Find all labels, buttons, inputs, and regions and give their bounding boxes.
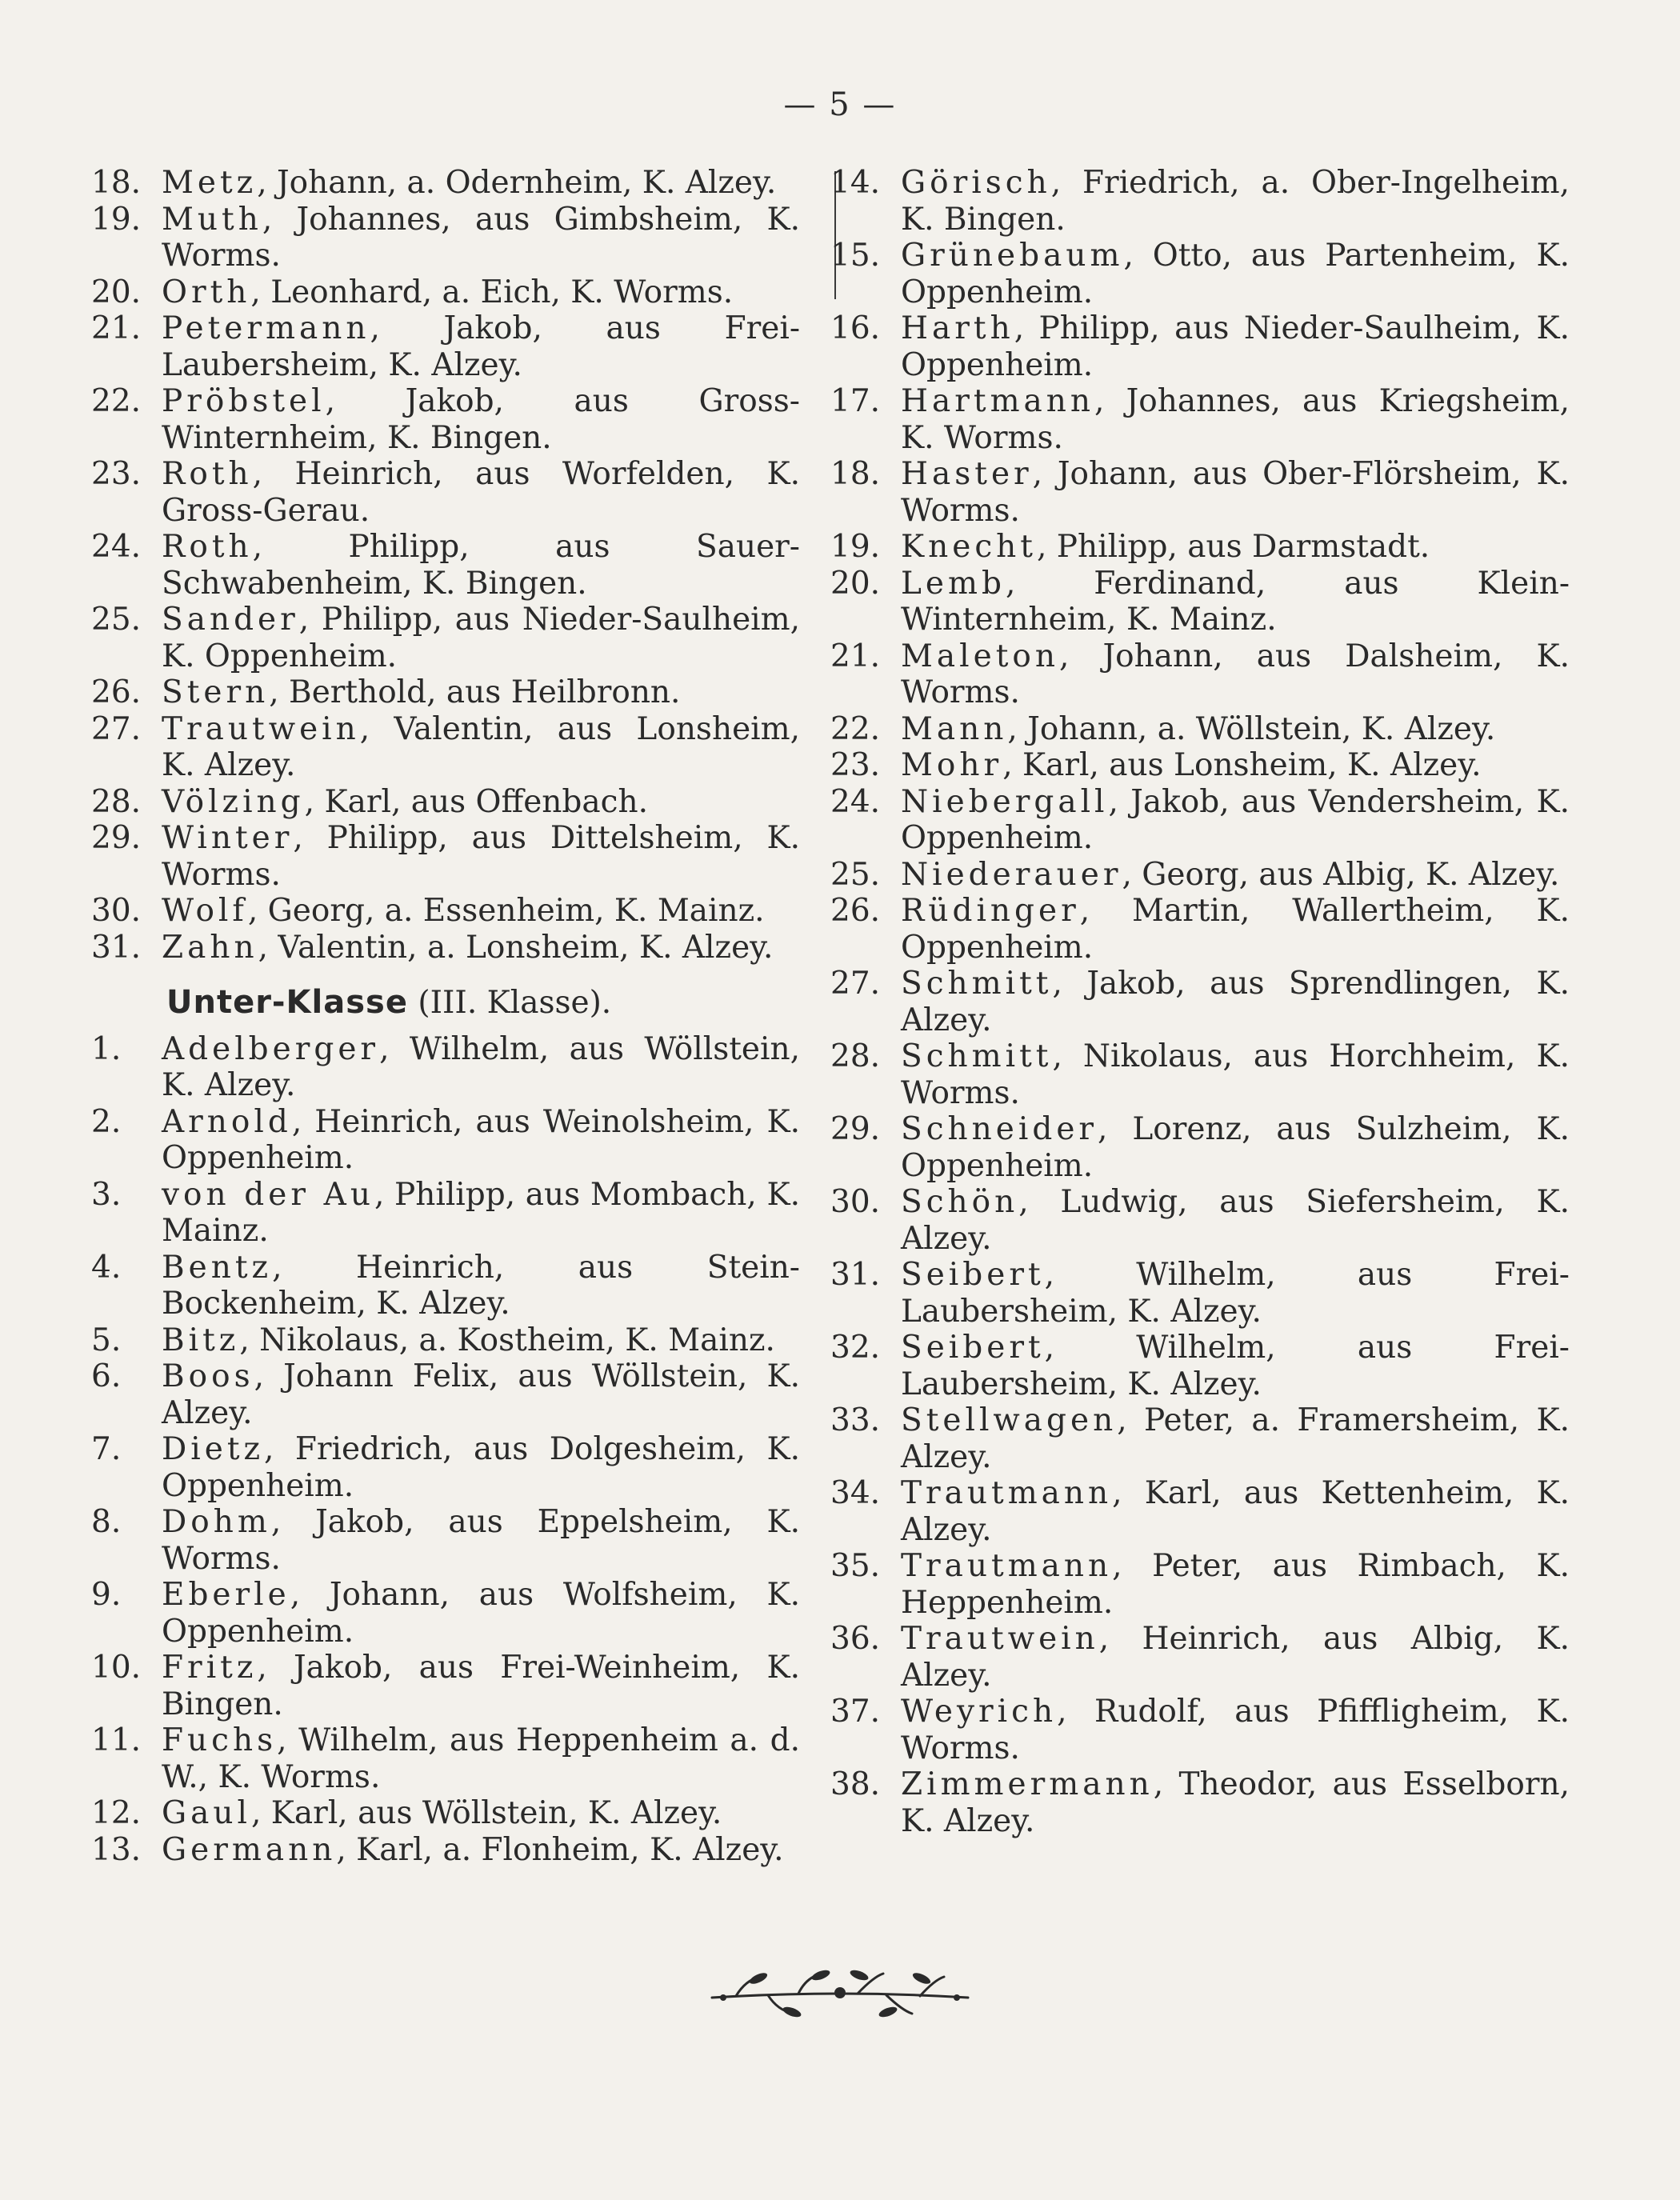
list-item xyxy=(91,1030,800,1104)
entry-details: , Philipp, aus Darmstadt. xyxy=(1036,529,1430,565)
list-item xyxy=(91,1249,800,1322)
list-item xyxy=(91,1358,800,1431)
entry-number: 20. xyxy=(830,565,881,602)
entry-number: 22. xyxy=(91,383,142,419)
entry-details: , Johann, aus Ober-Flörsheim, K. Worms. xyxy=(901,456,1570,529)
entry-number: 23. xyxy=(830,747,881,783)
entry-surname: Pröbstel xyxy=(162,383,326,419)
entry-number: 22. xyxy=(830,710,881,747)
entry-number: 6. xyxy=(91,1358,122,1394)
entry-number: 27. xyxy=(91,710,142,747)
entry-number: 7. xyxy=(91,1431,122,1467)
entry-surname: Schneider xyxy=(901,1111,1098,1147)
list-item xyxy=(91,783,800,821)
entry-surname: Orth xyxy=(162,274,251,310)
entry-details: , Wilhelm, aus Heppenheim a. d. W., K. Worms. xyxy=(162,1722,800,1795)
entry-number: 21. xyxy=(830,638,881,674)
entry-surname: Stern xyxy=(162,674,270,710)
entry-details: , Johann, a. Wöllstein, K. Alzey. xyxy=(1007,710,1496,747)
entry-details: , Johann Felix, aus Wöllstein, K. Alzey. xyxy=(162,1358,800,1431)
entry-surname: Sander xyxy=(162,602,299,638)
list-item xyxy=(830,710,1570,748)
list-item xyxy=(830,1111,1570,1184)
list-item xyxy=(91,1103,800,1177)
list-item xyxy=(91,674,800,711)
entry-number: 30. xyxy=(91,893,142,929)
entry-details: , Leonhard, a. Eich, K. Worms. xyxy=(250,274,734,310)
entry-number: 26. xyxy=(830,893,881,929)
list-item xyxy=(91,893,800,930)
entry-details: , Valentin, a. Lonsheim, K. Alzey. xyxy=(258,929,774,966)
entry-details: , Valentin, aus Lonsheim, K. Alzey. xyxy=(162,710,800,783)
list-item xyxy=(91,274,800,311)
entry-number: 32. xyxy=(830,1330,881,1366)
entry-number: 19. xyxy=(830,529,881,565)
entry-number: 26. xyxy=(91,674,142,710)
entry-details: , Ferdinand, aus Klein-Winternheim, K. Mainz. xyxy=(901,565,1570,638)
entry-number: 13. xyxy=(91,1831,142,1868)
entry-details: , Johannes, aus Kriegsheim, K. Worms. xyxy=(901,383,1570,456)
list-item xyxy=(830,1184,1570,1257)
list-item xyxy=(91,1176,800,1250)
entry-number: 4. xyxy=(91,1249,122,1286)
entry-surname: Niederauer xyxy=(901,856,1122,893)
entry-number: 31. xyxy=(830,1257,881,1293)
entry-surname: Fuchs xyxy=(162,1722,278,1758)
entry-details: , Georg, a. Essenheim, K. Mainz. xyxy=(247,893,765,929)
entry-surname: Roth xyxy=(162,456,253,492)
list-item xyxy=(830,383,1570,456)
entry-number: 36. xyxy=(830,1621,881,1657)
list-item xyxy=(830,1621,1570,1694)
entry-details: , Jakob, aus Frei-Laubersheim, K. Alzey. xyxy=(162,310,800,383)
entry-number: 34. xyxy=(830,1475,881,1511)
entry-surname: Seibert xyxy=(901,1257,1045,1293)
section-heading-label: Unter-Klasse xyxy=(166,984,408,1021)
entry-details: , Jakob, aus Vendersheim, K. Oppenheim. xyxy=(901,783,1570,856)
entry-details: , Nikolaus, a. Kostheim, K. Mainz. xyxy=(239,1322,775,1358)
list-item xyxy=(830,1402,1570,1475)
entry-surname: Stellwagen xyxy=(901,1402,1118,1438)
entry-details: , Peter, aus Rimbach, K. Heppenheim. xyxy=(901,1548,1570,1621)
entry-number: 17. xyxy=(830,383,881,419)
entry-details: , Georg, aus Albig, K. Alzey. xyxy=(1122,856,1560,893)
entry-number: 25. xyxy=(830,856,881,893)
entry-surname: Bitz xyxy=(162,1322,240,1358)
list-item xyxy=(91,1322,800,1359)
entry-surname: Roth xyxy=(162,529,253,565)
entry-surname: Harth xyxy=(901,310,1014,346)
entry-details: , Karl, aus Lonsheim, K. Alzey. xyxy=(1002,747,1482,783)
entry-surname: Zahn xyxy=(162,929,258,966)
entry-details: , Jakob, aus Frei-Weinheim, K. Bingen. xyxy=(162,1650,800,1722)
entry-surname: Bentz xyxy=(162,1249,273,1286)
entry-surname: Mann xyxy=(901,710,1008,747)
left-top-list xyxy=(91,165,800,966)
entry-number: 8. xyxy=(91,1504,122,1540)
entry-number: 1. xyxy=(91,1030,122,1067)
right-column xyxy=(830,165,1570,1839)
entry-surname: Haster xyxy=(901,456,1033,492)
list-item xyxy=(91,710,800,784)
entry-number: 28. xyxy=(830,1038,881,1074)
entry-surname: Zimmermann xyxy=(901,1766,1154,1802)
entry-surname: Lemb xyxy=(901,565,1006,602)
entry-surname: Trautwein xyxy=(901,1621,1099,1657)
entry-details: , Karl, aus Kettenheim, K. Alzey. xyxy=(901,1475,1570,1548)
entry-surname: Seibert xyxy=(901,1330,1045,1366)
list-item xyxy=(830,856,1570,894)
entry-details: , Philipp, aus Sauer-Schwabenheim, K. Bingen. xyxy=(162,529,800,602)
entry-number: 18. xyxy=(830,456,881,492)
entry-number: 33. xyxy=(830,1402,881,1438)
entry-details: , Friedrich, a. Ober-Ingelheim, K. Bingen. xyxy=(901,165,1570,238)
list-item xyxy=(830,456,1570,529)
entry-surname: Winter xyxy=(162,820,294,856)
entry-surname: Metz xyxy=(162,165,258,201)
entry-number: 24. xyxy=(830,783,881,820)
left-bottom-list xyxy=(91,1030,800,1869)
entry-number: 9. xyxy=(91,1577,122,1613)
list-item xyxy=(830,1257,1570,1330)
entry-details: , Peter, a. Framersheim, K. Alzey. xyxy=(901,1402,1570,1475)
entry-number: 24. xyxy=(91,529,142,565)
entry-number: 12. xyxy=(91,1795,142,1831)
entry-surname: Boos xyxy=(162,1358,254,1394)
list-item xyxy=(91,201,800,274)
list-item xyxy=(830,1038,1570,1111)
entry-details: , Karl, aus Offenbach. xyxy=(304,783,648,820)
entry-details: , Philipp, aus Nieder-Saulheim, K. Oppenheim. xyxy=(901,310,1570,383)
entry-surname: Fritz xyxy=(162,1650,258,1686)
entry-number: 27. xyxy=(830,966,881,1002)
list-item xyxy=(91,529,800,602)
list-item xyxy=(91,383,800,456)
section-heading xyxy=(166,985,800,1022)
list-item xyxy=(91,1577,800,1650)
entry-details: , Theodor, aus Esselborn, K. Alzey. xyxy=(901,1766,1570,1839)
entry-number: 15. xyxy=(830,238,881,274)
entry-details: , Nikolaus, aus Horchheim, K. Worms. xyxy=(901,1038,1570,1111)
entry-number: 25. xyxy=(91,602,142,638)
entry-details: , Philipp, aus Mombach, K. Mainz. xyxy=(162,1176,800,1249)
entry-number: 10. xyxy=(91,1650,142,1686)
list-item xyxy=(830,1475,1570,1548)
list-item xyxy=(830,1330,1570,1402)
list-item xyxy=(91,1504,800,1577)
list-item xyxy=(830,165,1570,238)
list-item xyxy=(91,165,800,202)
list-item xyxy=(91,1722,800,1795)
entry-surname: Hartmann xyxy=(901,383,1095,419)
entry-surname: Germann xyxy=(162,1831,337,1868)
entry-surname: Trautmann xyxy=(901,1475,1113,1511)
entry-details: , Jakob, aus Eppelsheim, K. Worms. xyxy=(162,1504,800,1577)
section-heading-sub: (III. Klasse). xyxy=(407,985,612,1021)
entry-number: 18. xyxy=(91,165,142,201)
list-item xyxy=(830,747,1570,784)
list-item xyxy=(91,310,800,383)
list-item xyxy=(830,1694,1570,1766)
entry-number: 28. xyxy=(91,783,142,820)
list-item xyxy=(91,1831,800,1869)
entry-details: , Heinrich, aus Stein-Bockenheim, K. Alzey. xyxy=(162,1249,800,1322)
floral-vignette-icon xyxy=(704,1962,976,2026)
list-item xyxy=(830,565,1570,638)
list-item xyxy=(91,602,800,674)
entry-details: , Johannes, aus Gimbsheim, K. Worms. xyxy=(162,201,800,274)
entry-surname: Trautmann xyxy=(901,1548,1113,1584)
entry-details: , Ludwig, aus Siefersheim, K. Alzey. xyxy=(901,1184,1570,1257)
entry-details: , Berthold, aus Heilbronn. xyxy=(269,674,681,710)
entry-surname: Petermann xyxy=(162,310,370,346)
list-item xyxy=(830,1548,1570,1621)
entry-details: , Lorenz, aus Sulzheim, K. Oppenheim. xyxy=(901,1111,1570,1184)
entry-surname: Muth xyxy=(162,201,262,238)
entry-surname: Niebergall xyxy=(901,783,1109,820)
entry-details: , Karl, a. Flonheim, K. Alzey. xyxy=(336,1831,784,1868)
entry-number: 5. xyxy=(91,1322,122,1358)
entry-surname: Eberle xyxy=(162,1577,290,1613)
entry-details: , Wilhelm, aus Wöllstein, K. Alzey. xyxy=(162,1030,800,1103)
entry-details: , Heinrich, aus Albig, K. Alzey. xyxy=(901,1621,1570,1694)
entry-details: , Rudolf, aus Pfiffligheim, K. Worms. xyxy=(901,1694,1570,1766)
list-item xyxy=(830,238,1570,310)
entry-details: , Karl, aus Wöllstein, K. Alzey. xyxy=(251,1795,722,1831)
entry-surname: Völzing xyxy=(162,783,305,820)
list-item xyxy=(830,783,1570,857)
entry-details: , Heinrich, aus Worfelden, K. Gross-Gerau. xyxy=(162,456,800,529)
entry-number: 30. xyxy=(830,1184,881,1220)
page-number: — 5 — xyxy=(783,86,897,123)
entry-surname: von der Au xyxy=(162,1176,374,1213)
list-item xyxy=(830,529,1570,566)
list-item xyxy=(830,966,1570,1038)
entry-number: 37. xyxy=(830,1694,881,1730)
list-item xyxy=(830,638,1570,711)
list-item xyxy=(91,1431,800,1504)
entry-details: , Friedrich, aus Dolgesheim, K. Oppenheim. xyxy=(162,1431,800,1504)
entry-number: 14. xyxy=(830,165,881,201)
entry-number: 31. xyxy=(91,929,142,966)
entry-details: , Jakob, aus Sprendlingen, K. Alzey. xyxy=(901,966,1570,1038)
list-item xyxy=(91,456,800,529)
entry-surname: Trautwein xyxy=(162,710,360,747)
entry-details: , Otto, aus Partenheim, K. Oppenheim. xyxy=(901,238,1570,310)
entry-surname: Dohm xyxy=(162,1504,271,1540)
entry-number: 29. xyxy=(830,1111,881,1147)
entry-details: , Wilhelm, aus Frei-Laubersheim, K. Alzey. xyxy=(901,1330,1570,1402)
entry-number: 23. xyxy=(91,456,142,492)
list-item xyxy=(91,929,800,966)
entry-details: , Philipp, aus Nieder-Saulheim, K. Oppenheim. xyxy=(162,602,800,674)
left-column xyxy=(91,165,800,1868)
list-item xyxy=(830,893,1570,966)
entry-number: 35. xyxy=(830,1548,881,1584)
entry-surname: Dietz xyxy=(162,1431,265,1467)
entry-details: , Jakob, aus Gross-Winternheim, K. Bingen. xyxy=(162,383,800,456)
right-list xyxy=(830,165,1570,1839)
list-item xyxy=(830,310,1570,383)
entry-surname: Maleton xyxy=(901,638,1060,674)
entry-number: 20. xyxy=(91,274,142,310)
entry-number: 16. xyxy=(830,310,881,346)
entry-surname: Rüdinger xyxy=(901,893,1080,929)
entry-number: 11. xyxy=(91,1722,142,1758)
entry-surname: Wolf xyxy=(162,893,248,929)
entry-surname: Schmitt xyxy=(901,966,1053,1002)
list-item xyxy=(91,820,800,893)
entry-details: , Johann, a. Odernheim, K. Alzey. xyxy=(257,165,777,201)
entry-surname: Weyrich xyxy=(901,1694,1058,1730)
entry-details: , Johann, aus Dalsheim, K. Worms. xyxy=(901,638,1570,710)
entry-surname: Arnold xyxy=(162,1103,292,1140)
entry-surname: Görisch xyxy=(901,165,1051,201)
entry-details: , Martin, Wallertheim, K. Oppenheim. xyxy=(901,893,1570,966)
entry-surname: Grünebaum xyxy=(901,238,1124,274)
entry-details: , Heinrich, aus Weinolsheim, K. Oppenheim. xyxy=(162,1103,800,1176)
entry-surname: Schön xyxy=(901,1184,1019,1220)
entry-surname: Mohr xyxy=(901,747,1003,783)
entry-number: 3. xyxy=(91,1176,122,1213)
entry-details: , Wilhelm, aus Frei-Laubersheim, K. Alzey. xyxy=(901,1257,1570,1330)
entry-number: 21. xyxy=(91,310,142,346)
entry-number: 29. xyxy=(91,820,142,856)
list-item xyxy=(91,1795,800,1832)
entry-details: , Philipp, aus Dittelsheim, K. Worms. xyxy=(162,820,800,893)
list-item xyxy=(830,1766,1570,1839)
entry-number: 38. xyxy=(830,1766,881,1802)
entry-surname: Adelberger xyxy=(162,1030,380,1067)
list-item xyxy=(91,1650,800,1722)
entry-details: , Johann, aus Wolfsheim, K. Oppenheim. xyxy=(162,1577,800,1650)
entry-number: 2. xyxy=(91,1103,122,1140)
entry-number: 19. xyxy=(91,201,142,238)
entry-surname: Gaul xyxy=(162,1795,251,1831)
entry-surname: Schmitt xyxy=(901,1038,1053,1074)
entry-surname: Knecht xyxy=(901,529,1037,565)
